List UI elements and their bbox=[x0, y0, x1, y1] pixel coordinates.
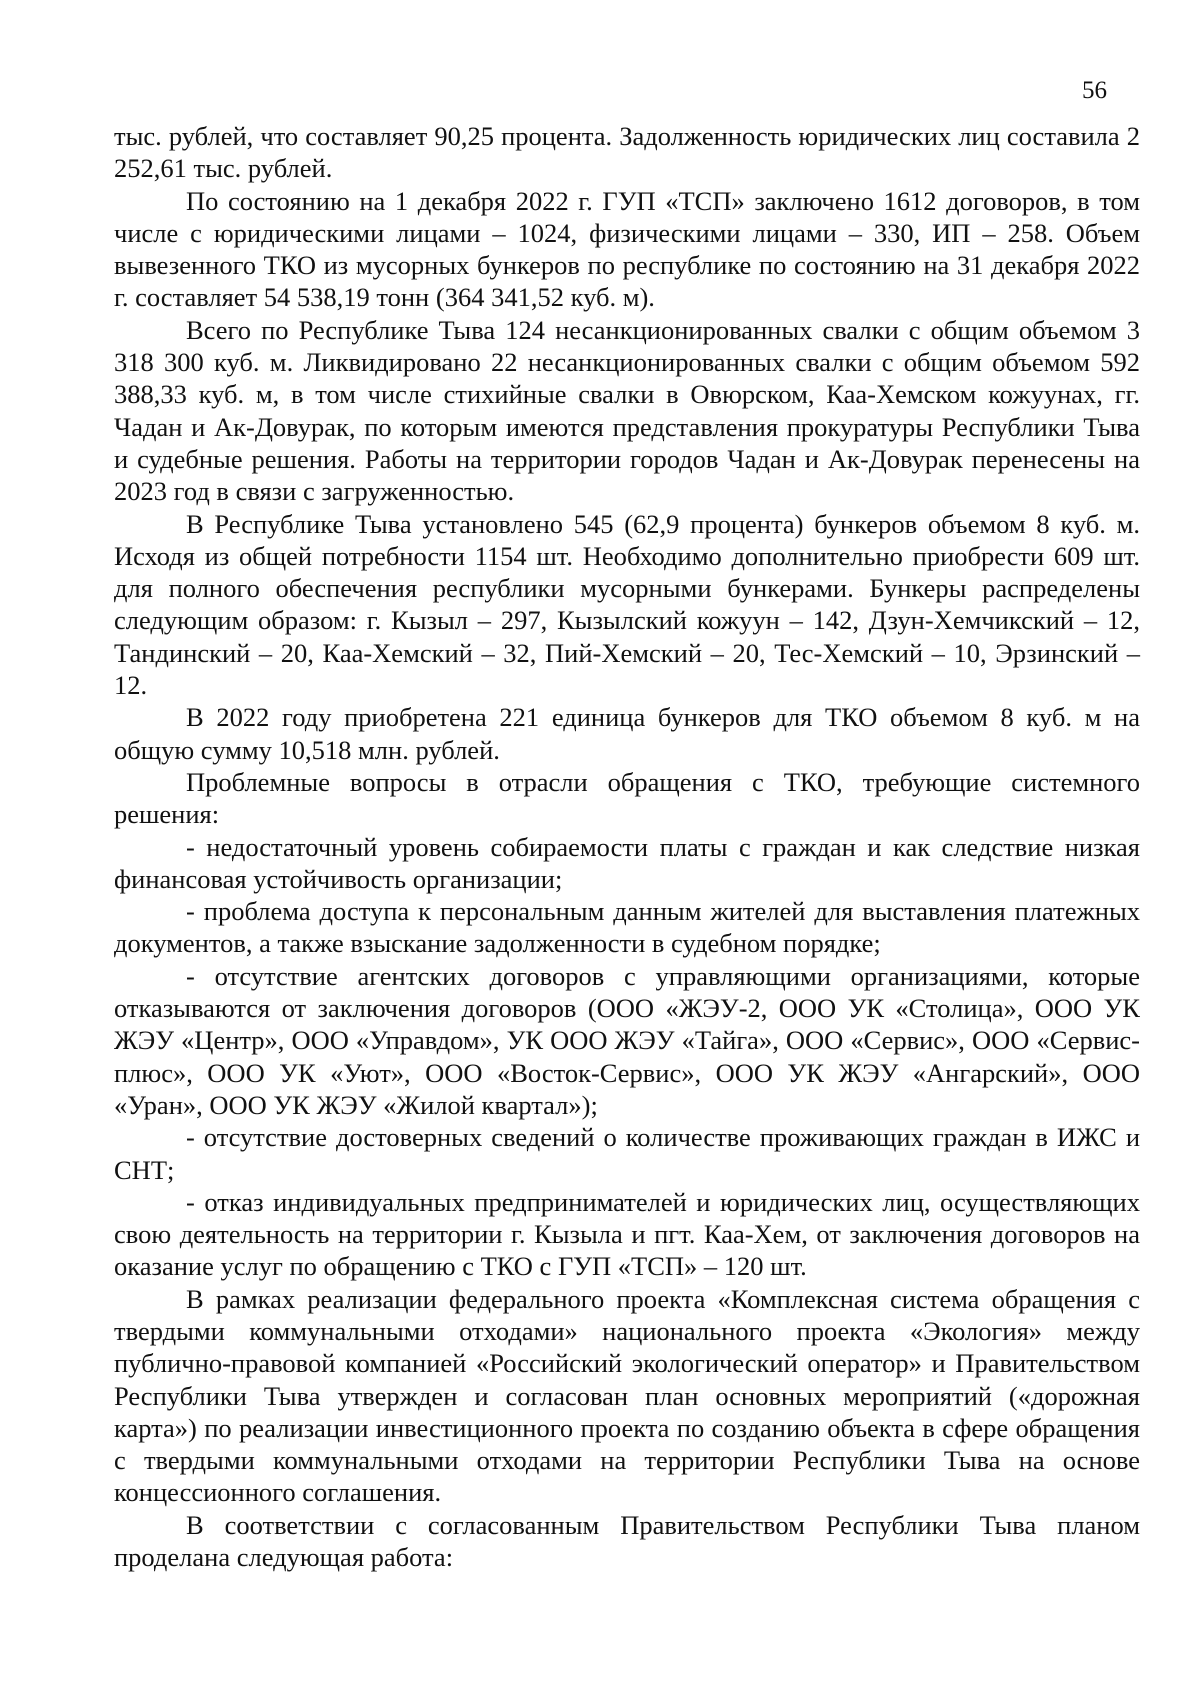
list-item-resident-data: - отсутствие достоверных сведений о количестве проживающих граждан в ИЖС и СНТ; bbox=[114, 1122, 1140, 1185]
paragraph-bunkers-purchased: В 2022 году приобретена 221 единица бункеров для ТКО объемом 8 куб. м на общую сумму 10,518 млн. рублей. bbox=[114, 702, 1140, 765]
document-body bbox=[114, 120, 1140, 1573]
list-item-collection-rate: - недостаточный уровень собираемости платы с граждан и как следствие низкая финансовая устойчивость организации; bbox=[114, 831, 1140, 894]
paragraph-debt-continuation: тыс. рублей, что составляет 90,25 процента. Задолженность юридических лиц составила 2 252,61 тыс. рублей. bbox=[114, 121, 1140, 184]
paragraph-problem-issues: Проблемные вопросы в отрасли обращения с ТКО, требующие системного решения: bbox=[114, 766, 1140, 830]
paragraph-bunkers-installed: В Республике Тыва установлено 545 (62,9 процента) бункеров объемом 8 куб. м. Исходя из общей потребности 1154 шт. Необходимо дополнительно приобрести 609 шт. для полного обеспечения республики мусорными бункерами. Бункеры распределены следующим образом: г. Кызыл – 297, Кызылский кожуун – 142, Дзун-Хемчикский – 12, Тандинский – 20, Каа-Хемский – 32, Пий-Хемский – 20, Тес-Хемский – 10, Эрзинский – 12. bbox=[114, 508, 1140, 701]
paragraph-contracts: По состоянию на 1 декабря 2022 г. ГУП «ТСП» заключено 1612 договоров, в том числе с юридическими лицами – 1024, физическими лицами – 330, ИП – 258. Объем вывезенного ТКО из мусорных бункеров по республике по состоянию на 31 декабря 2022 г. составляет 54 538,19 тонн (364 341,52 куб. м). bbox=[114, 185, 1140, 313]
page-number: 56 bbox=[1082, 77, 1107, 104]
list-item-agency-contracts: - отсутствие агентских договоров с управляющими организациями, которые отказываются от заключения договоров (ООО «ЖЭУ-2, ООО УК «Столица», ООО УК ЖЭУ «Центр», ООО «Управдом», УК ООО ЖЭУ «Тайга», ООО «Сервис», ООО «Сервис-плюс», ООО УК «Уют», ООО «Восток-Сервис», ООО УК ЖЭУ «Ангарский», ООО «Уран», ООО УК ЖЭУ «Жилой квартал»); bbox=[114, 960, 1140, 1120]
paragraph-federal-project: В рамках реализации федерального проекта «Комплексная система обращения с твердыми коммунальными отходами» национального проекта «Экология» между публично-правовой компанией «Российский экологический оператор» и Правительством Республики Тыва утвержден и согласован план основных мероприятий («дорожная карта») по реализации инвестиционного проекта по созданию объекта в сфере обращения с твердыми коммунальными отходами на территории Республики Тыва на основе концессионного соглашения. bbox=[114, 1283, 1140, 1508]
paragraph-work-done: В соответствии с согласованным Правительством Республики Тыва планом проделана следующая работа: bbox=[114, 1509, 1140, 1573]
list-item-personal-data: - проблема доступа к персональным данным жителей для выставления платежных документов, а также взыскание задолженности в судебном порядке; bbox=[114, 896, 1140, 959]
paragraph-unauthorized-dumps: Всего по Республике Тыва 124 несанкционированных свалки с общим объемом 3 318 300 куб. м. Ликвидировано 22 несанкционированных свалки с общим объемом 592 388,33 куб. м, в том числе стихийные свалки в Овюрском, Каа-Хемском кожуунах, гг. Чадан и Ак-Довурак, по которым имеются представления прокуратуры Республики Тыва и судебные решения. Работы на территории городов Чадан и Ак-Довурак перенесены на 2023 год в связи с загруженностью. bbox=[114, 314, 1140, 507]
list-item-contract-refusals: - отказ индивидуальных предпринимателей и юридических лиц, осуществляющих свою деятельность на территории г. Кызыла и пгт. Каа-Хем, от заключения договоров на оказание услуг по обращению с ТКО с ГУП «ТСП» – 120 шт. bbox=[114, 1186, 1140, 1282]
